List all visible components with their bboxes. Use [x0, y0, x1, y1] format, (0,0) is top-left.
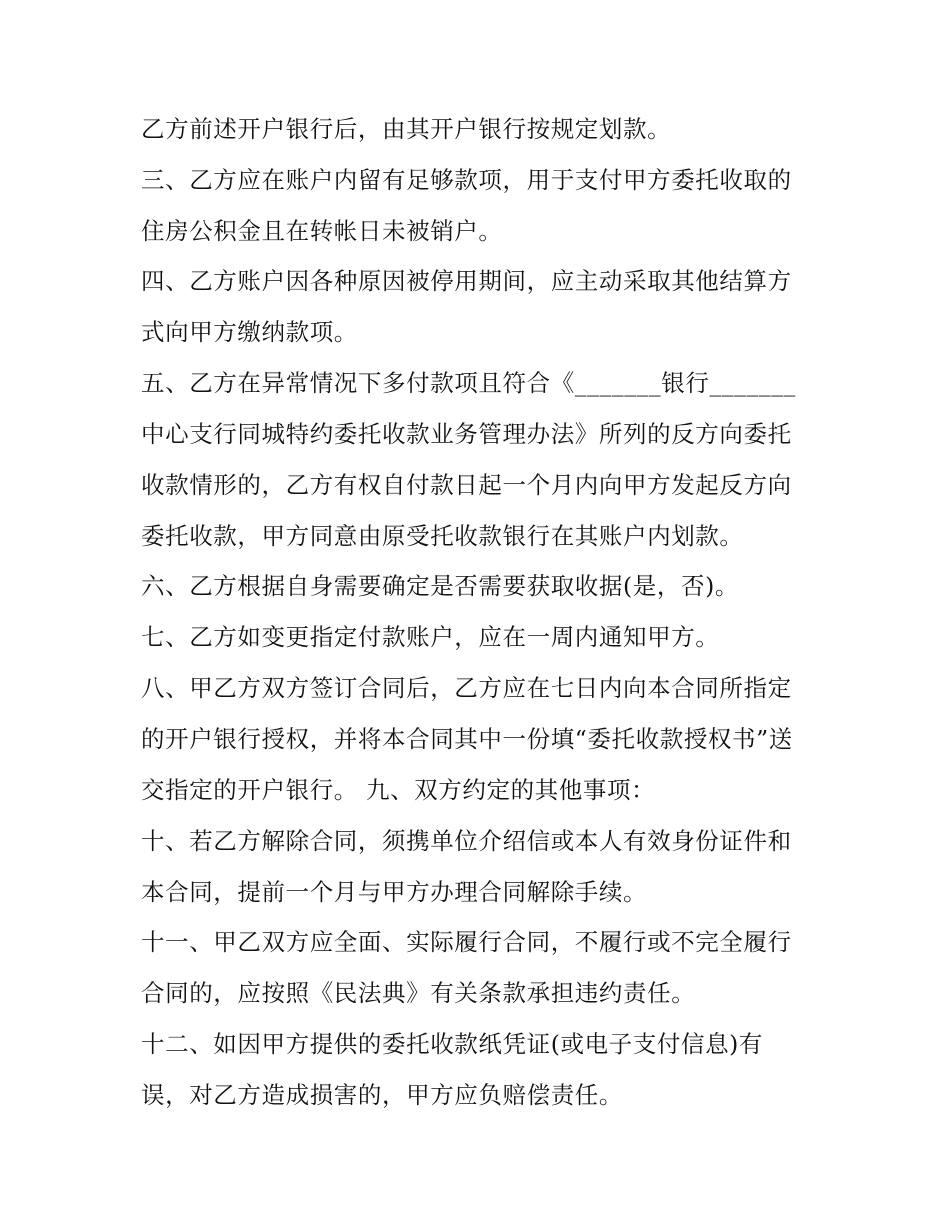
text-line: 住房公积金且在转帐日未被销户。 [141, 217, 503, 245]
text-line: 误，对乙方造成损害的，甲方应负赔偿责任。 [141, 1081, 623, 1109]
text-line: 合同的，应按照《民法典》有关条款承担违约责任。 [141, 979, 696, 1007]
text-line: 收款情形的，乙方有权自付款日起一个月内向甲方发起反方向 [141, 471, 792, 499]
text-line: 十一、甲乙双方应全面、实际履行合同，不履行或不完全履行 [141, 928, 792, 956]
text-line: 的开户银行授权，并将本合同其中一份填“委托收款授权书”送 [141, 725, 793, 753]
text-line: 十、若乙方解除合同，须携单位介绍信或本人有效身份证件和 [141, 827, 792, 855]
text-line: 五、乙方在异常情况下多付款项且符合《_______银行_______ [141, 369, 796, 397]
text-line: 委托收款，甲方同意由原受托收款银行在其账户内划款。 [141, 522, 744, 550]
text-line: 本合同，提前一个月与甲方办理合同解除手续。 [141, 878, 648, 906]
text-line: 中心支行同城特约委托收款业务管理办法》所列的反方向委托 [141, 420, 792, 448]
text-line: 十二、如因甲方提供的委托收款纸凭证(或电子支付信息)有 [141, 1030, 764, 1058]
text-line: 六、乙方根据自身需要确定是否需要获取收据(是，否)。 [141, 572, 739, 600]
text-line: 交指定的开户银行。 九、双方约定的其他事项： [141, 776, 656, 804]
text-line: 四、乙方账户因各种原因被停用期间，应主动采取其他结算方 [141, 267, 792, 295]
text-line: 八、甲乙方双方签订合同后，乙方应在七日内向本合同所指定 [141, 674, 792, 702]
text-line: 三、乙方应在账户内留有足够款项，用于支付甲方委托收取的 [141, 166, 792, 194]
text-line: 式向甲方缴纳款项。 [141, 318, 358, 346]
text-line: 乙方前述开户银行后，由其开户银行按规定划款。 [141, 115, 672, 143]
text-line: 七、乙方如变更指定付款账户，应在一周内通知甲方。 [141, 623, 720, 651]
